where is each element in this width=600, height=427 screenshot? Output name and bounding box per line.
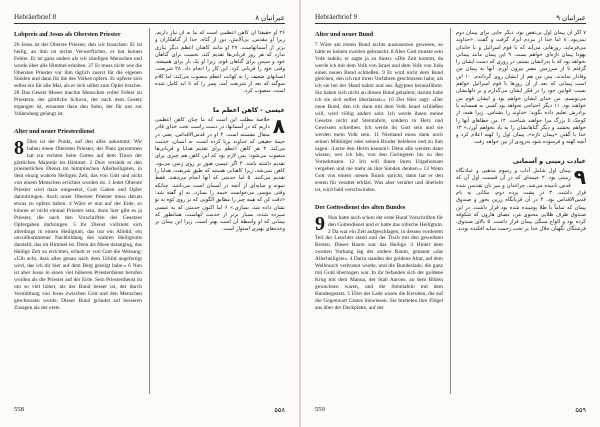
chapter-number: ۸	[272, 113, 285, 138]
page-number-fa: ۵۵۹	[575, 407, 586, 414]
paragraph: ۲۶ او حقیقتاً آن کاهن اعظمی است که ما به آن نیاز داریم، زیرا او مقدس، بی‌آلایش، دور از گناه، جدا از گناهکاران و برتر از آسمانهاست. ۲۷ او مانند کاهنان اعظم دیگر نیازی ندارد که هر روز قربانی‌ها تقدیم کند، نخست برای گناهان خود و سپس برای گناهان قوم. زیرا او یک بار برای همیشه، وقتی خود را قربانی کرد، این کار را انجام داد. ۲۸ شریعت، انسانهای ضعیف را به کهانت اعظم منصوب می‌کند، اما کلام سوگند که بعد از شریعت آمد، پسر را که تا ابد کامل شده است، منصوب کرد.	[155, 30, 285, 95]
header-rule	[14, 23, 285, 24]
column-divider	[149, 28, 150, 394]
section-heading: Der Gottesdienst des alten Bundes	[315, 203, 406, 211]
header-rule	[315, 23, 586, 24]
page-number: 559	[315, 406, 325, 413]
chapter-number: 9	[315, 212, 325, 235]
running-header-fa: عبرانیان ۸	[255, 14, 285, 22]
page-number-fa: ۵۵۸	[274, 407, 285, 414]
left-page	[0, 0, 299, 427]
paragraph: Dies ist der Punkt, auf den alles ankommt: Wir haben einen Obersten Priester, der Platz genommen hat zur rechten Seite Gottes auf dem Thron der göttlichen Majestät im Himmel. 2 Dort versieht er den priesterlichen Dienst im himmlischen Allerheiligsten, in dem einzig wahren Heiligen Zelt, das von Gott und nicht von einem Menschen errichtet worden ist. 3 Jeder Oberste Priester wird dazu eingesetzt, Gott Gaben und Opfer darzubringen. Auch unser Oberster Priester muss darum etwas zu opfern haben. 4 Wäre er nun auf der Erde, so könnte er nicht einmal Priester sein, denn hier gibt es ja Priester, die nach den Vorschriften des Gesetzes Opfergaben darbringen. 5 Ihr Dienst vollzieht sich allerdings in einem Heiligtum, das nur ein Abbild, ein unvollkommener Nachbildung des wahren Heiligtums darstellt, das im Himmel ist. Denn als Mose daranging, das Heilige Zelt zu errichten, erhielt er von Gott die Weisung: »Gib acht, dass alles genau nach dem Urbild angefertigt wird, das ich dir hier auf dem Berg gezeigt habe.« 6 Nun ist aber Jesus in einen viel höheren Priesterdienst berufen worden als die Priester auf der Erde. Sein Priesterdienst ist um so viel höher, als der Bund besser ist, der durch Vermittlung von Jesus zwischen Gott und den Menschen geschlossen wurde. Dieser Bund gründet auf besseren Zusagen als der erste.	[14, 138, 142, 311]
chapter-number: 8	[14, 136, 24, 159]
section-heading: عیسی - کاهن اعظم ما	[213, 105, 285, 114]
running-header-fa: عبرانیان ۹	[556, 14, 586, 22]
chapter-number: ۹	[573, 165, 586, 190]
section-heading: Alter und neuer Priesterdienst	[14, 127, 95, 135]
page-number: 558	[14, 406, 24, 413]
paragraph: Nun hatte auch schon der erste Bund Vorschriften für den Gottesdienst und er hatte das irdische Heiligtum. 2 Da war ein Zelt aufgeschlagen, in dessen vorderem Teil der Leuchter stand und der Tisch mit den geweihten Broten. Dieser Raum war das Heilige. 3 Hinter dem zweiten Vorhang lag der andere Raum, genannt »das Allerheiligste«. 4 Darin standen der goldene Altar, auf dem Weihrauch verbrannt wurde, und die Bundeslade, die ganz mit Gold überzogen war. In ihr befanden sich der goldene Krug mit dem Manna, der Stab Aarons, an dem Blüten gewachsen waren, und die Steintafeln mit dem Bundesgesetz. 5 Über der Lade waren die Keruben, die auf die Gegenwart Gottes hinwiesen. Sie breiteten ihre Flügel aus über der Deckplatte, auf der	[315, 214, 443, 311]
paragraph: خلاصهٔ مطلب این است که ما چنان کاهن اعظمی داریم که در آسمانها، در دست راست تخت خدای قادر متعال نشسته است. ۲ او در قدس‌الاقداس، یعنی در خیمهٔ حقیقی که خداوند برپا کرده است، نه انسان، خدمت می‌کند. ۳ هر کاهن اعظم برای تقدیم هدایا و قربانی‌ها منصوب می‌شود؛ پس لازم بود که این کاهن هم چیزی برای تقدیم داشته باشد. ۴ اگر عیسی هنوز بر روی زمین می‌بود، کاهن نمی‌شد، زیرا کاهنانی هستند که طبق شریعت، هدایا را تقدیم می‌کنند. ۵ اما خدمتی که آنها انجام می‌دهند، فقط نمونه و سایه‌ای از آنچه در آسمان است می‌باشد. چنانکه وقتی موسی می‌خواست خیمه را بسازد، به او گفته شد: «دقت کن که همه چیز را مطابق الگویی که بر روی کوه به تو نشان داده شد، بسازی.» ۶ اما اکنون خدمتی که به عیسی سپرده شده، بسیار برتر از خدمت آنهاست، همانطور که پیمانی که او واسطهٔ آن است بهتر است، زیرا این پیمان بر وعده‌های بهتری استوار است.	[155, 116, 285, 233]
paragraph: 26 Jesus ist der Oberste Priester, den wir brauchen: Er ist heilig, an ihm ist nichts Verwerfliches, er hat keinen Fehler. Er ist ganz anders als wir sündigen Menschen und wurde über alle Himmel erhoben. 27 Er muss nicht wie die Obersten Priester vor ihm täglich zuerst für die eigenen Sünden und dann für die des Volkes opfern. Er opferte sich selbst ein für alle Mal, als er sich selbst zum Opfer brachte. 28 Das Gesetz Moses machte Menschen voller Fehler zu Priestern; der göttliche Schwur, der nach dem Gesetz ergangen ist, ernannte dazu den Sohn, der für uns zur Vollendung gelangt ist.	[14, 41, 142, 117]
german-column	[315, 30, 443, 311]
column-divider	[450, 28, 451, 394]
running-header-de: Hebräerbrief 8	[14, 13, 57, 21]
paragraph: ۷ اگر آن پیمان اول بی‌نقص بود، دیگر جایی برای پیمان دوم نمی‌بود. ۸ اما خدا از مردم ایراد گرفت و گفت: «خداوند می‌فرماید، روزهایی می‌آید که با قوم اسرائیل و با خاندان یهودا پیمان تازه‌ای خواهم بست. ۹ این پیمان مانند پیمانی نخواهد بود که با پدرانشان بستم، در روزی که دست ایشان را گرفتم تا از سرزمین مصر بیرون آورم. آنها به پیمان من وفادار نماندند، پس من هم از ایشان روی گرداندم. ۱۰ این است پیمانی که بعد از آن روزها با قوم اسرائیل خواهم بست: قوانین خود را در فکر ایشان می‌گذارم و بر دلهایشان می‌نویسم. من خدای ایشان خواهم بود و ایشان قوم من خواهند بود. ۱۱ دیگر احتیاجی نخواهد بود کسی به همسایه یا برادرش تعلیم داده بگوید: خداوند را بشناس، زیرا همه، از کوچک تا بزرگ مرا خواهند شناخت. ۱۲ من خطاهای آنها را خواهم بخشید و دیگر گناهانشان را به یاد نخواهم آورد.» ۱۳ خدا با گفتن «پیمان تازه»، پیمان اول را کهنه اعلام کرد و آنچه کهنه و فرسوده شود به‌زودی از بین خواهد رفت.	[456, 30, 586, 146]
german-column	[14, 30, 142, 311]
right-page	[301, 0, 600, 427]
persian-column	[155, 30, 285, 234]
section-heading: عبادت زمینی و آسمانی	[512, 156, 586, 165]
section-heading: Lobpreis auf Jesus als Obersten Priester	[14, 31, 121, 38]
paragraph: پیمان اول شامل آداب و رسوم مذهبی و عبادتگاه زمینی بود. ۲ خیمه‌ای که در آن قسمت اول آن که قدس نامیده می‌شد، چراغدان و میز نان تقدیس شده قرار داشت. ۳ در پشت پرده دوم، مکانی به نام قدس‌الاقداس بود. ۴ در آن قربانگاه زرین بخور و صندوق پیمان که تماماً با طلا پوشیده شده بود قرار داشت. در این صندوق ظرف طلایی محتوی مَن، عصای هارون که شکوفه کرده بود و الواح سنگی پیمان قرار داشت. ۵ بالای صندوق، فرشتگان نگهبان جلال خدا بر تخت رحمت سایه افکنده بودند.	[456, 168, 586, 233]
persian-column	[456, 30, 586, 234]
section-heading: Alter und neuer Bund	[315, 31, 374, 38]
paragraph: 7 Wäre am ersten Bund nichts auszusetzen gewesen, so hätte es keinen zweiten gebraucht. 8 Aber Gott musste sein Volk tadeln; er sagte ja zu ihnen: »Die Zeit kommt, da werde ich mit dem Volk von Israel und dem Volk von Juda einen neuen Bund schließen. 9 Er wird nicht dem Bund gleichen, den ich mit ihren Vorfahren geschlossen habe, als ich sie bei der Hand nahm und aus Ägypten herausführte. Sie haben sich nicht an diesen Bund gehalten; darum habe ich sie sich selbst überlassen.« 10 Der Herr sagt: »Der neue Bund, den ich dann mit dem Volk Israel schließen will, wird völlig anders sein: Ich werde ihnen meine Gesetze nicht auf Steintafeln, sondern in Herz und Gewissen schreiben. Ich werde ihr Gott sein und sie werden mein Volk sein. 11 Niemand muss dann noch seinen Mitbürger oder seinen Bruder belehren und zu ihm sagen: ›Lerne den Herrn kennen!‹ Denn alle werden dann wissen, wer ich bin, von den Geringsten bis zu den Vornehmsten. 12 Ich will ihnen ihren Ungehorsam vergeben und nie mehr an ihre Sünden denken.« 13 Wenn Gott von einem ›neuen Bund‹ spricht, dann hat er den ersten für veraltet erklärt. Was aber veraltet und überlebt ist, wird bald verschwinden.	[315, 41, 443, 193]
running-header-de: Hebräerbrief 9	[315, 13, 358, 21]
